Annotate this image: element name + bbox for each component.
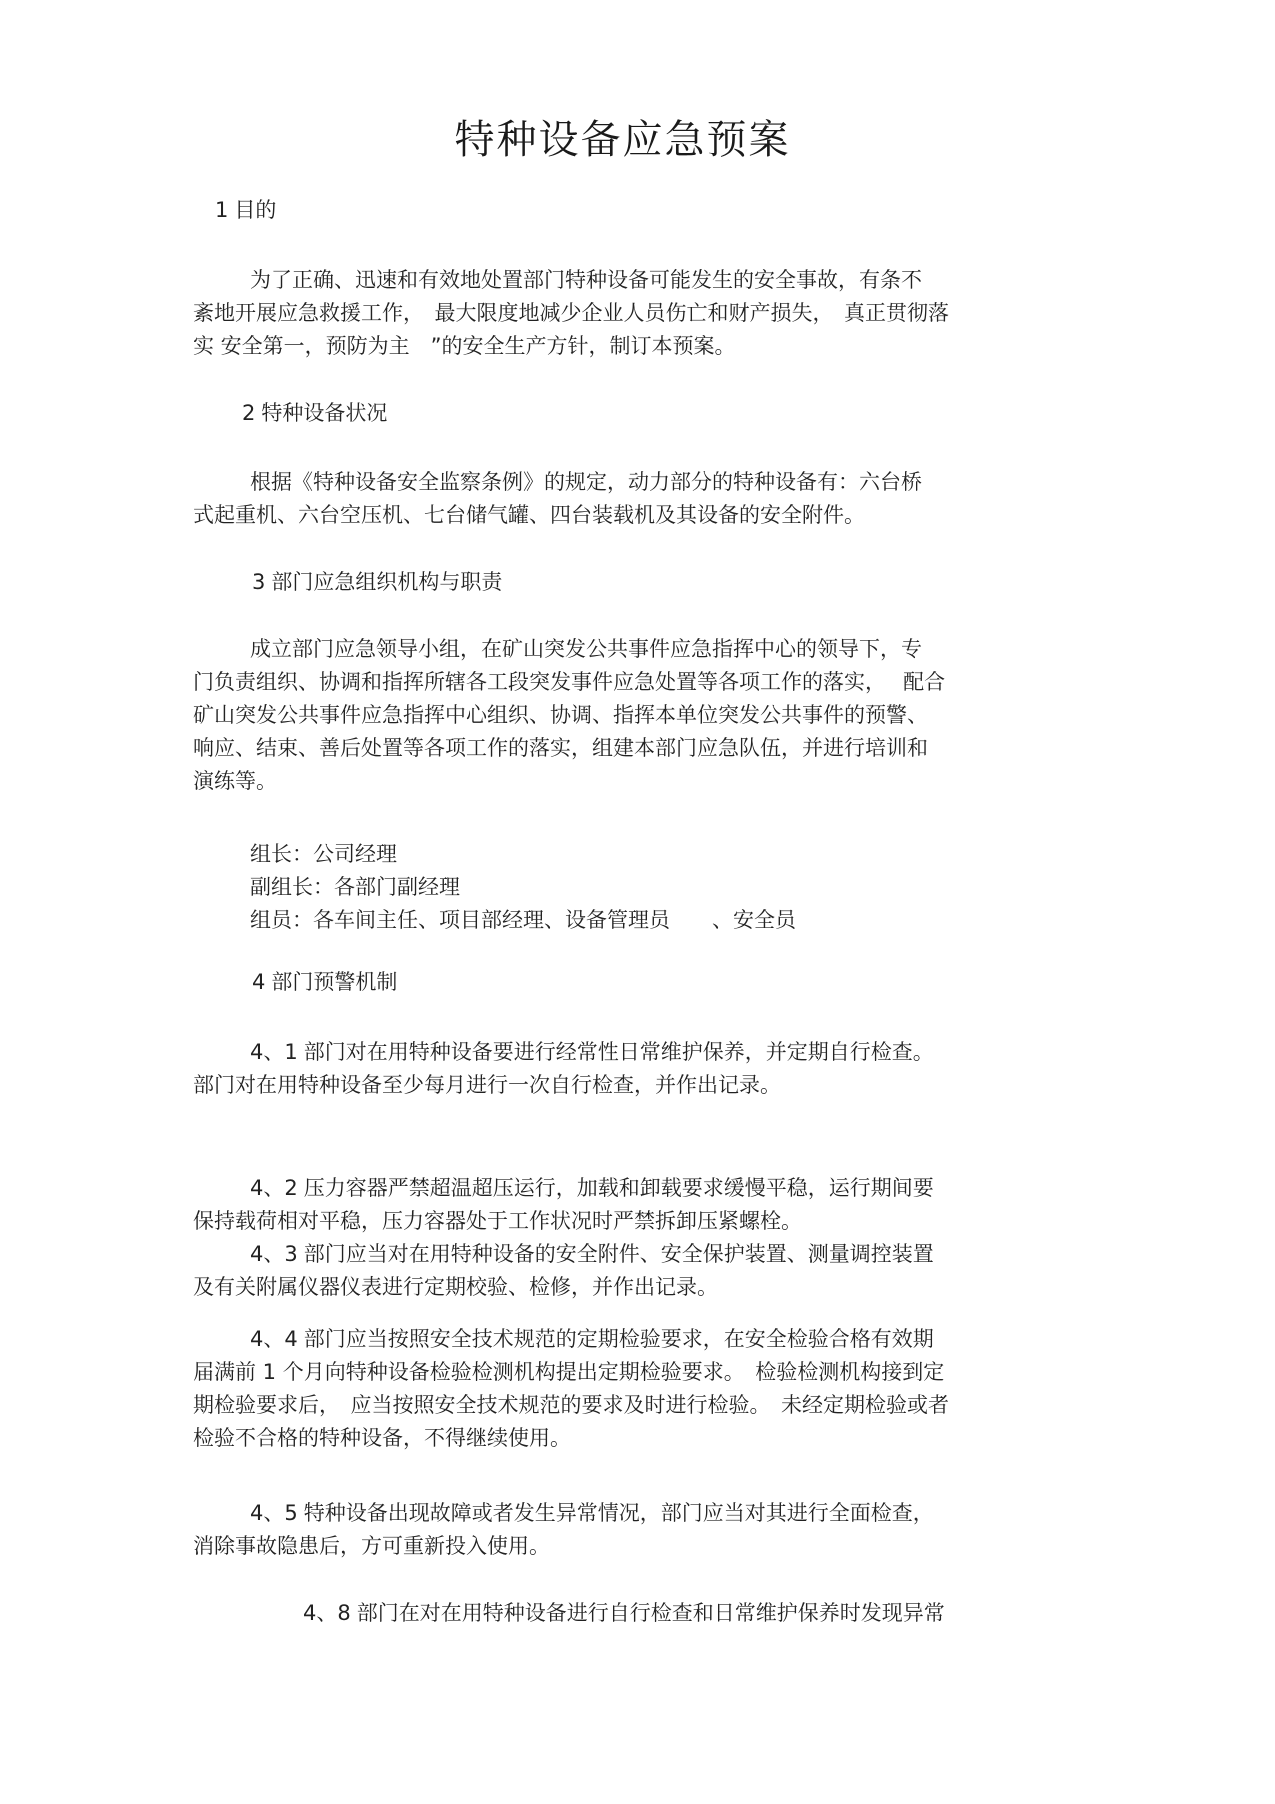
paragraph-line: 届满前 1 个月向特种设备检验检测机构提出定期检验要求。 检验检测机构接到定 (193, 1360, 945, 1384)
paragraph-line (193, 1238, 1093, 1271)
document-title: 特种设备应急预案 (454, 117, 791, 163)
item-number: 4、8 (303, 1601, 351, 1625)
paragraph-line: 门负责组织、协调和指挥所辖各工段突发事件应急处置等各项工作的落实， 配合 (193, 670, 946, 694)
paragraph-line: 式起重机、六台空压机、七台储气罐、四台装载机及其设备的安全附件。 (193, 503, 865, 527)
item-text: 特种设备出现故障或者发生异常情况，部门应当对其进行全面检查， (303, 1501, 934, 1525)
item-text: 部门应当对在用特种设备的安全附件、安全保护装置、测量调控装置 (303, 1242, 934, 1266)
item-number: 4、4 (250, 1327, 298, 1351)
paragraph-line: 响应、结束、善后处置等各项工作的落实，组建本部门应急队伍，并进行培训和 (193, 736, 928, 760)
section-2-title: 特种设备状况 (261, 401, 388, 425)
section-4-title: 部门预警机制 (271, 970, 398, 994)
paragraph-line: 成立部门应急领导小组，在矿山突发公共事件应急指挥中心的领导下，专 (250, 637, 922, 661)
section-3-title: 部门应急组织机构与职责 (271, 570, 503, 594)
group-members-list (193, 838, 1093, 937)
section-3-heading (252, 567, 502, 597)
section-1-paragraph (193, 264, 1093, 363)
section-4-number: 4 (252, 970, 266, 994)
section-1-title: 目的 (234, 198, 277, 222)
paragraph-line: 消除事故隐患后，方可重新投入使用。 (193, 1534, 550, 1558)
paragraph-line: 根据《特种设备安全监察条例》的规定，动力部分的特种设备有：六台桥 (250, 470, 922, 494)
group-leader: 组长：公司经理 (250, 842, 397, 866)
group-members: 组员：各车间主任、项目部经理、设备管理员 、安全员 (250, 908, 796, 932)
paragraph-line (193, 1172, 1093, 1205)
paragraph-line (193, 1036, 1093, 1069)
item-4-2 (193, 1172, 1093, 1238)
paragraph-line: 演练等。 (193, 769, 277, 793)
item-4-4 (193, 1323, 1093, 1455)
deputy-group-leader: 副组长：各部门副经理 (250, 875, 460, 899)
paragraph-line: 保持载荷相对平稳，压力容器处于工作状况时严禁拆卸压紧螺栓。 (193, 1209, 802, 1233)
paragraph-line: 期检验要求后， 应当按照安全技术规范的要求及时进行检验。 未经定期检验或者 (193, 1393, 949, 1417)
paragraph-line (193, 1323, 1093, 1356)
item-number: 4、3 (250, 1242, 298, 1266)
paragraph-line: 为了正确、迅速和有效地处置部门特种设备可能发生的安全事故，有条不 (250, 268, 922, 292)
item-number: 4、5 (250, 1501, 298, 1525)
section-3-paragraph (193, 633, 1093, 798)
section-2-paragraph (193, 466, 1093, 532)
section-4-heading (252, 967, 397, 997)
paragraph-line: 部门对在用特种设备至少每月进行一次自行检查，并作出记录。 (193, 1073, 781, 1097)
section-2-heading (242, 398, 387, 428)
paragraph-line: 检验不合格的特种设备，不得继续使用。 (193, 1426, 571, 1450)
paragraph-line: 矿山突发公共事件应急指挥中心组织、协调、指挥本单位突发公共事件的预警、 (193, 703, 928, 727)
paragraph-line (193, 1497, 1093, 1530)
item-4-1 (193, 1036, 1093, 1102)
item-text: 部门应当按照安全技术规范的定期检验要求，在安全检验合格有效期 (303, 1327, 934, 1351)
paragraph-line: 实 安全第一，预防为主 ”的安全生产方针，制订本预案。 (193, 334, 736, 358)
paragraph-line: 及有关附属仪器仪表进行定期校验、检修，并作出记录。 (193, 1275, 718, 1299)
section-3-number: 3 (252, 570, 266, 594)
section-1-number: 1 (215, 198, 229, 222)
item-text: 部门在对在用特种设备进行自行检查和日常维护保养时发现异常 (356, 1601, 945, 1625)
paragraph-line (193, 1597, 1093, 1630)
item-number: 4、1 (250, 1040, 298, 1064)
section-2-number: 2 (242, 401, 256, 425)
item-number: 4、2 (250, 1176, 298, 1200)
item-text: 压力容器严禁超温超压运行，加载和卸载要求缓慢平稳，运行期间要 (303, 1176, 934, 1200)
section-1-heading (215, 195, 276, 225)
paragraph-line: 紊地开展应急救援工作， 最大限度地减少企业人员伤亡和财产损失， 真正贯彻落 (193, 301, 949, 325)
item-4-5 (193, 1497, 1093, 1563)
item-text: 部门对在用特种设备要进行经常性日常维护保养，并定期自行检查。 (303, 1040, 934, 1064)
item-4-8 (193, 1597, 1093, 1630)
item-4-3 (193, 1238, 1093, 1304)
